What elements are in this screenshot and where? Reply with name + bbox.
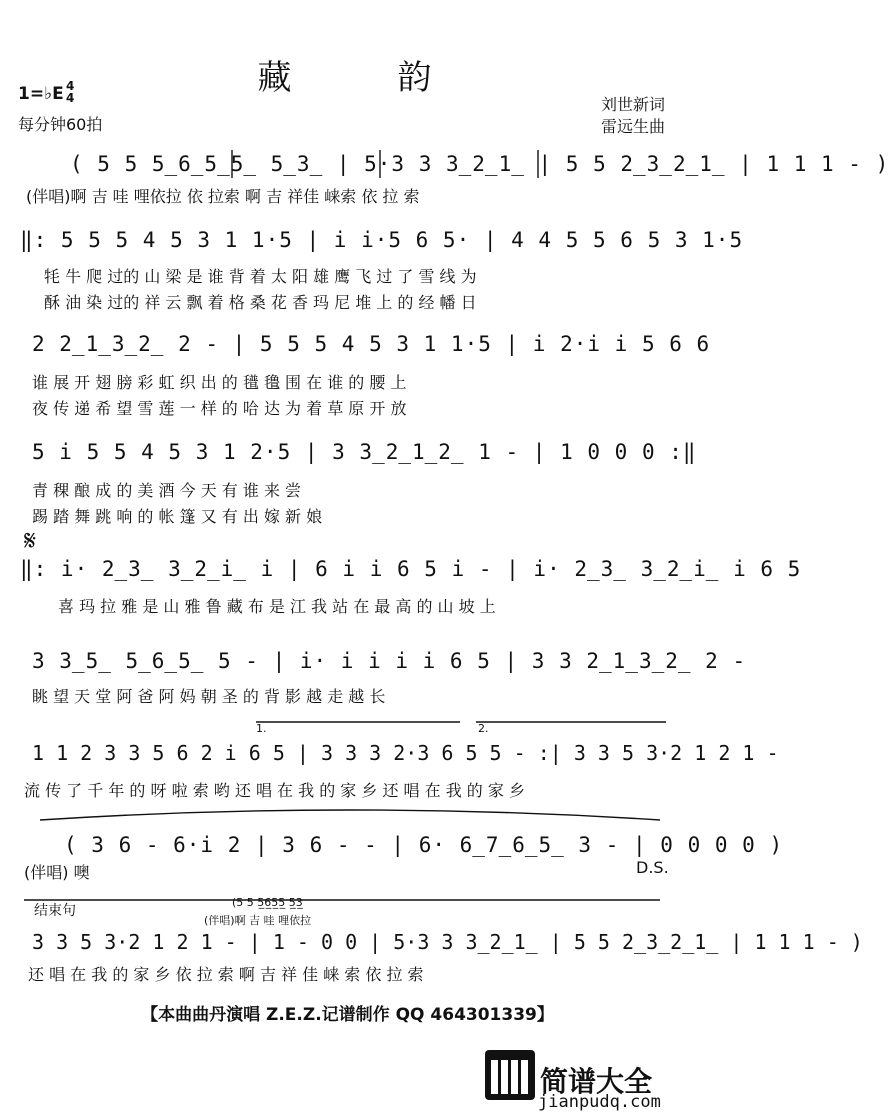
score-row-8: ( 3 6 - 6·i 2 | 3 6 - - | 6· 6̲7̲6̲5̲ 3 - | 0 0 0 0 ) bbox=[64, 833, 784, 857]
lyric-line-3: 酥 油 染 过的 祥 云 飘 着 格 桑 花 香 玛 尼 堆 上 的 经 幡 日 bbox=[44, 293, 477, 312]
lyric-line-7: 踢 踏 舞 跳 响 的 帐 篷 又 有 出 嫁 新 娘 bbox=[32, 507, 323, 526]
composer-credit: 雷远生曲 bbox=[600, 117, 665, 136]
lyricist-credit: 刘世新词 bbox=[600, 95, 665, 114]
piano-logo-icon bbox=[485, 1050, 535, 1100]
lyric-line-1: (伴唱)啊 吉 哇 哩依拉 依 拉索 啊 吉 祥佳 崃索 依 拉 索 bbox=[26, 187, 420, 206]
backing-notes: (5 5 5̲6̲5̲5̲ 5̲3̲ bbox=[232, 896, 303, 909]
site-logo-name: 简谱大全 bbox=[540, 1065, 653, 1098]
key-signature: 1=♭E bbox=[18, 84, 64, 104]
score-row-5: ‖: i· 2̲3̲ 3̲2̲i̲ i | 6 i i 6 5 i - | i· 2̲3̲ 3̲2̲i̲ i 6 5 bbox=[20, 557, 802, 581]
score-row-1: ( 5 5 5̲6̲5̲5̲ 5̲3̲ | 5·3 3 3̲2̲1̲ | 5 5 2̲3̲2̲1̲ | 1 1 1 - ) bbox=[70, 152, 889, 176]
volta-second: 2. bbox=[478, 722, 489, 735]
footer-credit: 【本曲曲丹演唱 Z.E.Z.记谱制作 QQ 464301339】 bbox=[141, 1005, 554, 1025]
score-row-9: 3 3 5 3·2 1 2 1 - | 1 - 0 0 | 5·3 3 3̲2̲1̲ | 5 5 2̲3̲2̲1̲ | 1 1 1 - ) bbox=[32, 930, 863, 954]
lyric-line-10: 流 传 了 千 年 的 呀 啦 索 哟 还 唱 在 我 的 家 乡 还 唱 在 我 的 家 乡 bbox=[24, 781, 525, 800]
lyric-line-4: 谁 展 开 翅 膀 彩 虹 织 出 的 氆 氇 围 在 谁 的 腰 上 bbox=[32, 373, 407, 392]
volta-first: 1. bbox=[256, 722, 267, 735]
site-logo-url: jianpudq.com bbox=[538, 1092, 661, 1112]
score-row-4: 5 i 5 5 4 5 3 1 2·5 | 3 3̲2̲1̲2̲ 1 - | 1 0 0 0 :‖ bbox=[32, 440, 697, 464]
ending-label: 结束句 bbox=[34, 903, 76, 919]
segno-sign: 𝄋 bbox=[24, 524, 37, 557]
score-row-6: 3 3̲5̲ 5̲6̲5̲ 5 - | i· i i i i 6 5 | 3 3 2̲1̲3̲2̲ 2 - bbox=[32, 649, 747, 673]
score-row-7: 1 1 2 3 3 5 6 2 i 6 5 | 3 3 3 2·3 6 5 5 - :| 3 3 5 3·2 1 2 1 - bbox=[32, 741, 779, 765]
lyric-line-12: 还 唱 在 我 的 家 乡 依 拉 索 啊 吉 祥 佳 崃 索 依 拉 索 bbox=[28, 965, 424, 984]
meter-top: 4 bbox=[66, 79, 75, 93]
ds-marking: D.S. bbox=[636, 858, 669, 877]
meter-bottom: 4 bbox=[66, 91, 75, 105]
score-row-3: 2 2̲1̲3̲2̲ 2 - | 5 5 5 4 5 3 1 1·5 | i 2·i i 5 6 6 bbox=[32, 332, 711, 356]
backing-lyric: (伴唱)啊 吉 哇 哩依拉 bbox=[204, 914, 312, 927]
tie-arc bbox=[40, 810, 660, 820]
lyric-line-6: 青 稞 酿 成 的 美 酒 今 天 有 谁 来 尝 bbox=[32, 481, 302, 500]
lyric-line-11: (伴唱) 噢 bbox=[24, 863, 90, 882]
lyric-line-5: 夜 传 递 希 望 雪 莲 一 样 的 哈 达 为 着 草 原 开 放 bbox=[32, 399, 407, 418]
score-row-2: ‖: 5 5 5 4 5 3 1 1·5 | i i·5 6 5· | 4 4 5 5 6 5 3 1·5 bbox=[20, 228, 744, 252]
lyric-line-8: 喜 玛 拉 雅 是 山 雅 鲁 藏 布 是 江 我 站 在 最 高 的 山 坡 上 bbox=[58, 597, 496, 616]
page-title: 藏 韵 bbox=[257, 58, 468, 98]
tempo-marking: 每分钟60拍 bbox=[18, 115, 103, 134]
lyric-line-9: 眺 望 天 堂 阿 爸 阿 妈 朝 圣 的 背 影 越 走 越 长 bbox=[32, 687, 386, 706]
lyric-line-2: 牦 牛 爬 过的 山 梁 是 谁 背 着 太 阳 雄 鹰 飞 过 了 雪 线 为 bbox=[44, 267, 477, 286]
